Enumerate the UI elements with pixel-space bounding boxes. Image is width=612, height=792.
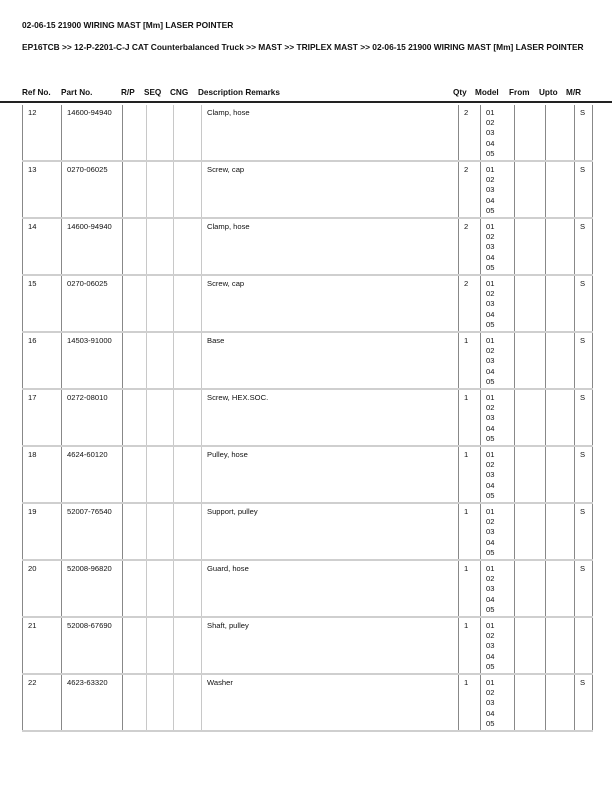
cell-seq bbox=[147, 275, 174, 332]
model-code: 02 bbox=[486, 118, 495, 128]
cell-models bbox=[481, 389, 515, 446]
cell-mr: S bbox=[575, 218, 593, 275]
col-header-rp: R/P bbox=[121, 88, 135, 97]
model-code: 04 bbox=[486, 480, 495, 490]
model-code: 04 bbox=[486, 366, 495, 376]
col-header-part: Part No. bbox=[61, 88, 93, 97]
model-code: 03 bbox=[486, 299, 495, 309]
model-code: 03 bbox=[486, 413, 495, 423]
cell-upto bbox=[546, 332, 575, 389]
cell-rp bbox=[123, 503, 147, 560]
model-code: 03 bbox=[486, 698, 495, 708]
cell-desc: Pulley, hose bbox=[202, 446, 459, 503]
model-code: 02 bbox=[486, 175, 495, 185]
cell-desc: Base bbox=[202, 332, 459, 389]
cell-rp bbox=[123, 275, 147, 332]
model-code: 03 bbox=[486, 584, 495, 594]
cell-from bbox=[515, 105, 546, 161]
cell-models bbox=[481, 105, 515, 161]
model-code: 01 bbox=[486, 564, 495, 573]
cell-rp bbox=[123, 560, 147, 617]
cell-from bbox=[515, 218, 546, 275]
cell-upto bbox=[546, 105, 575, 161]
cell-upto bbox=[546, 161, 575, 218]
cell-desc: Washer bbox=[202, 674, 459, 731]
cell-part: 4624-60120 bbox=[62, 446, 123, 503]
model-code: 02 bbox=[486, 232, 495, 242]
model-code: 01 bbox=[486, 222, 495, 231]
model-code: 05 bbox=[486, 547, 495, 557]
cell-models bbox=[481, 161, 515, 218]
cell-mr: S bbox=[575, 503, 593, 560]
model-code: 03 bbox=[486, 641, 495, 651]
model-code: 02 bbox=[486, 517, 495, 527]
model-code: 02 bbox=[486, 289, 495, 299]
cell-cng bbox=[174, 674, 202, 731]
cell-qty: 2 bbox=[459, 275, 481, 332]
model-code: 04 bbox=[486, 309, 495, 319]
cell-qty: 1 bbox=[459, 617, 481, 674]
cell-from bbox=[515, 275, 546, 332]
cell-part: 0272-08010 bbox=[62, 389, 123, 446]
cell-ref: 12 bbox=[23, 105, 62, 161]
cell-part: 52008-96820 bbox=[62, 560, 123, 617]
cell-ref: 15 bbox=[23, 275, 62, 332]
cell-models bbox=[481, 446, 515, 503]
cell-models bbox=[481, 560, 515, 617]
model-code: 04 bbox=[486, 594, 495, 604]
model-code: 03 bbox=[486, 470, 495, 480]
cell-rp bbox=[123, 218, 147, 275]
model-code: 05 bbox=[486, 319, 495, 329]
cell-qty: 2 bbox=[459, 218, 481, 275]
cell-upto bbox=[546, 674, 575, 731]
cell-cng bbox=[174, 332, 202, 389]
page-title: 02-06-15 21900 WIRING MAST [Mm] LASER POINTER bbox=[22, 20, 234, 30]
header-divider bbox=[0, 101, 612, 103]
cell-part: 14600-94940 bbox=[62, 218, 123, 275]
cell-from bbox=[515, 617, 546, 674]
model-code: 01 bbox=[486, 450, 495, 459]
cell-seq bbox=[147, 674, 174, 731]
model-code: 04 bbox=[486, 708, 495, 718]
cell-upto bbox=[546, 218, 575, 275]
model-code: 01 bbox=[486, 393, 495, 402]
cell-ref: 20 bbox=[23, 560, 62, 617]
cell-part: 0270-06025 bbox=[62, 275, 123, 332]
cell-seq bbox=[147, 389, 174, 446]
model-code: 01 bbox=[486, 279, 495, 288]
cell-mr: S bbox=[575, 389, 593, 446]
model-code: 02 bbox=[486, 403, 495, 413]
model-code: 03 bbox=[486, 128, 495, 138]
cell-part: 14600-94940 bbox=[62, 105, 123, 161]
model-code: 05 bbox=[486, 376, 495, 386]
table-row bbox=[23, 674, 593, 731]
cell-rp bbox=[123, 332, 147, 389]
cell-rp bbox=[123, 446, 147, 503]
cell-mr: S bbox=[575, 105, 593, 161]
cell-from bbox=[515, 332, 546, 389]
cell-rp bbox=[123, 161, 147, 218]
model-code: 05 bbox=[486, 433, 495, 443]
cell-ref: 19 bbox=[23, 503, 62, 560]
table-row bbox=[23, 446, 593, 503]
cell-qty: 1 bbox=[459, 389, 481, 446]
cell-mr: S bbox=[575, 275, 593, 332]
cell-mr: S bbox=[575, 446, 593, 503]
cell-seq bbox=[147, 332, 174, 389]
col-header-model: Model bbox=[475, 88, 499, 97]
cell-desc: Clamp, hose bbox=[202, 105, 459, 161]
model-code: 01 bbox=[486, 108, 495, 117]
table-row bbox=[23, 275, 593, 332]
model-code: 05 bbox=[486, 205, 495, 215]
cell-qty: 2 bbox=[459, 105, 481, 161]
model-code: 05 bbox=[486, 148, 495, 158]
table-row bbox=[23, 503, 593, 560]
cell-seq bbox=[147, 617, 174, 674]
cell-seq bbox=[147, 503, 174, 560]
cell-qty: 1 bbox=[459, 446, 481, 503]
cell-mr: S bbox=[575, 560, 593, 617]
model-code: 03 bbox=[486, 185, 495, 195]
cell-desc: Screw, cap bbox=[202, 275, 459, 332]
col-header-desc: Description Remarks bbox=[198, 88, 280, 97]
cell-upto bbox=[546, 560, 575, 617]
cell-models bbox=[481, 617, 515, 674]
model-code: 01 bbox=[486, 678, 495, 687]
table-row bbox=[23, 218, 593, 275]
cell-from bbox=[515, 674, 546, 731]
cell-upto bbox=[546, 275, 575, 332]
col-header-mr: M/R bbox=[566, 88, 582, 97]
model-code: 01 bbox=[486, 336, 495, 345]
cell-desc: Shaft, pulley bbox=[202, 617, 459, 674]
col-header-seq: SEQ bbox=[144, 88, 162, 97]
table-row bbox=[23, 389, 593, 446]
col-header-upto: Upto bbox=[539, 88, 558, 97]
model-code: 05 bbox=[486, 262, 495, 272]
cell-rp bbox=[123, 389, 147, 446]
cell-upto bbox=[546, 617, 575, 674]
cell-models bbox=[481, 674, 515, 731]
cell-models bbox=[481, 332, 515, 389]
cell-desc: Screw, cap bbox=[202, 161, 459, 218]
model-code: 02 bbox=[486, 688, 495, 698]
model-code: 03 bbox=[486, 527, 495, 537]
cell-cng bbox=[174, 161, 202, 218]
cell-qty: 1 bbox=[459, 560, 481, 617]
col-header-from: From bbox=[509, 88, 530, 97]
cell-ref: 16 bbox=[23, 332, 62, 389]
cell-ref: 22 bbox=[23, 674, 62, 731]
cell-ref: 13 bbox=[23, 161, 62, 218]
model-code: 02 bbox=[486, 574, 495, 584]
cell-seq bbox=[147, 218, 174, 275]
model-code: 04 bbox=[486, 252, 495, 262]
cell-ref: 14 bbox=[23, 218, 62, 275]
cell-upto bbox=[546, 389, 575, 446]
model-code: 05 bbox=[486, 718, 495, 728]
model-code: 05 bbox=[486, 661, 495, 671]
model-code: 01 bbox=[486, 165, 495, 174]
cell-seq bbox=[147, 105, 174, 161]
model-code: 04 bbox=[486, 423, 495, 433]
table-row bbox=[23, 332, 593, 389]
cell-from bbox=[515, 446, 546, 503]
cell-cng bbox=[174, 389, 202, 446]
model-code: 03 bbox=[486, 242, 495, 252]
cell-ref: 21 bbox=[23, 617, 62, 674]
col-header-cng: CNG bbox=[170, 88, 189, 97]
cell-seq bbox=[147, 560, 174, 617]
cell-seq bbox=[147, 446, 174, 503]
cell-rp bbox=[123, 617, 147, 674]
cell-rp bbox=[123, 674, 147, 731]
model-code: 04 bbox=[486, 195, 495, 205]
table-row bbox=[23, 105, 593, 161]
model-code: 04 bbox=[486, 138, 495, 148]
cell-cng bbox=[174, 275, 202, 332]
model-code: 01 bbox=[486, 621, 495, 630]
cell-cng bbox=[174, 218, 202, 275]
cell-upto bbox=[546, 446, 575, 503]
table-row bbox=[23, 161, 593, 218]
cell-mr: S bbox=[575, 332, 593, 389]
cell-part: 14503-91000 bbox=[62, 332, 123, 389]
cell-part: 0270-06025 bbox=[62, 161, 123, 218]
cell-part: 4623-63320 bbox=[62, 674, 123, 731]
cell-qty: 1 bbox=[459, 503, 481, 560]
cell-cng bbox=[174, 503, 202, 560]
cell-ref: 18 bbox=[23, 446, 62, 503]
model-code: 02 bbox=[486, 631, 495, 641]
cell-from bbox=[515, 503, 546, 560]
model-code: 02 bbox=[486, 460, 495, 470]
model-code: 01 bbox=[486, 507, 495, 516]
cell-desc: Support, pulley bbox=[202, 503, 459, 560]
model-code: 04 bbox=[486, 651, 495, 661]
cell-from bbox=[515, 161, 546, 218]
cell-mr: S bbox=[575, 161, 593, 218]
cell-models bbox=[481, 218, 515, 275]
cell-part: 52007-76540 bbox=[62, 503, 123, 560]
cell-ref: 17 bbox=[23, 389, 62, 446]
cell-cng bbox=[174, 446, 202, 503]
cell-seq bbox=[147, 161, 174, 218]
cell-upto bbox=[546, 503, 575, 560]
cell-part: 52008-67690 bbox=[62, 617, 123, 674]
col-header-qty: Qty bbox=[453, 88, 467, 97]
model-code: 02 bbox=[486, 346, 495, 356]
model-code: 04 bbox=[486, 537, 495, 547]
cell-mr bbox=[575, 617, 593, 674]
cell-desc: Clamp, hose bbox=[202, 218, 459, 275]
cell-mr: S bbox=[575, 674, 593, 731]
table-row bbox=[23, 560, 593, 617]
breadcrumb: EP16TCB >> 12-P-2201-C-J CAT Counterbalanced Truck >> MAST >> TRIPLEX MAST >> 02-06-15 21900 WIRING MAST [Mm] LASER POINTER bbox=[22, 42, 584, 52]
cell-qty: 1 bbox=[459, 674, 481, 731]
cell-qty: 1 bbox=[459, 332, 481, 389]
parts-table bbox=[22, 105, 593, 732]
cell-cng bbox=[174, 560, 202, 617]
cell-from bbox=[515, 560, 546, 617]
cell-cng bbox=[174, 617, 202, 674]
cell-desc: Guard, hose bbox=[202, 560, 459, 617]
model-code: 05 bbox=[486, 604, 495, 614]
cell-models bbox=[481, 275, 515, 332]
cell-desc: Screw, HEX.SOC. bbox=[202, 389, 459, 446]
table-row bbox=[23, 617, 593, 674]
cell-qty: 2 bbox=[459, 161, 481, 218]
col-header-ref: Ref No. bbox=[22, 88, 51, 97]
model-code: 05 bbox=[486, 490, 495, 500]
model-code: 03 bbox=[486, 356, 495, 366]
cell-models bbox=[481, 503, 515, 560]
table-header bbox=[0, 88, 612, 100]
cell-rp bbox=[123, 105, 147, 161]
cell-cng bbox=[174, 105, 202, 161]
cell-from bbox=[515, 389, 546, 446]
